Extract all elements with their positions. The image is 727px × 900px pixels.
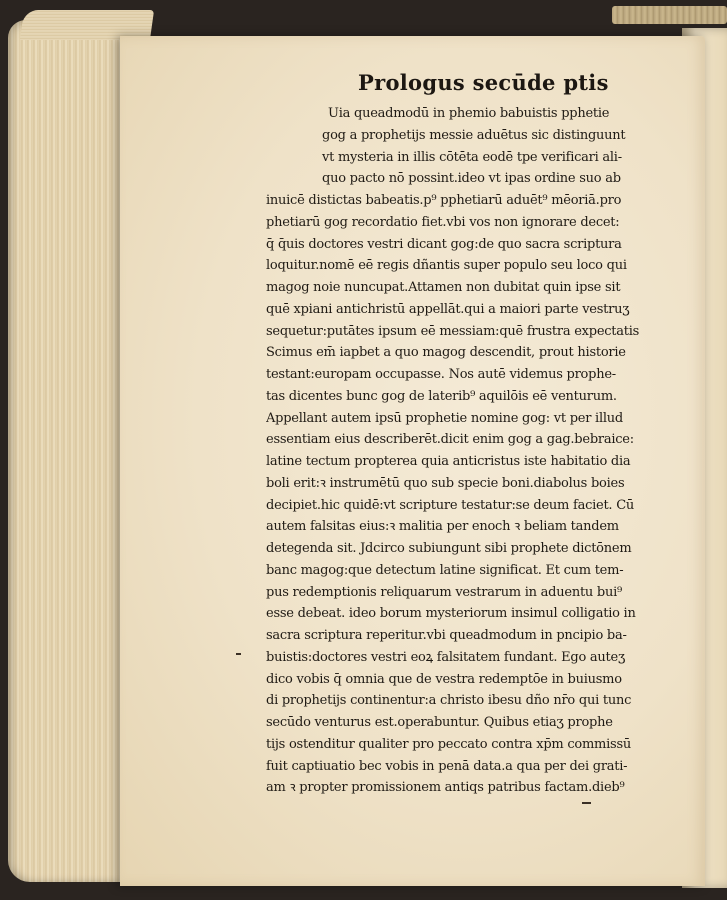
text-line: fuit captiuatio bec vobis in penā data.a qua per dei grati- — [266, 758, 628, 774]
text-line: testant:europam occupasse. Nos autē videmus prophe- — [266, 367, 616, 382]
text-line: buistis:doctores vestri eoꝝ falsitatem fundant. Ego auteʒ — [266, 649, 626, 665]
text-line: secūdo venturus est.operabuntur. Quibus etiaʒ prophe — [266, 715, 613, 730]
text-line: loquitur.nomē eē regis dñantis super populo seu loco qui — [266, 258, 627, 274]
page-heading: Prologus secūde ptis — [358, 70, 609, 95]
text-line: boli erit:ꝛ instrumētū quo sub specie boni.diabolus boies — [266, 475, 625, 491]
text-line: banc magog:que detectum latine significat. Et cum tem- — [266, 562, 624, 578]
page-body-text — [266, 103, 658, 799]
text-line: vt mysteria in illis cōtēta eodē tpe verificari ali- — [322, 149, 622, 165]
text-line: inuicē distictas babeatis.p⁹ pphetiarū aduēt⁹ mēoriā.pro — [266, 193, 622, 208]
text-line: latine tectum propterea quia anticristus iste habitatio dia — [266, 454, 631, 469]
text-line: phetiarū gog recordatio fiet.vbi vos non ignorare decet: — [266, 214, 620, 230]
ink-speck — [236, 653, 241, 655]
text-line: Uia queadmodū in phemio babuistis pphetie — [328, 106, 610, 121]
text-line: am ꝛ propter promissionem antiqs patribus factam.dieb⁹ — [266, 780, 625, 796]
text-line: gog a prophetijs messie aduētus sic distinguunt — [322, 127, 626, 143]
text-line: Appellant autem ipsū prophetie nomine gog: vt per illud — [266, 410, 623, 426]
text-line: tas dicentes bunc gog de laterib⁹ aquilōis eē venturum. — [266, 388, 617, 404]
text-line: tijs ostenditur qualiter pro peccato contra xp̄m commissū — [266, 736, 632, 752]
text-line: decipiet.hic quidē:vt scripture testatur:se deum faciet. Cū — [266, 497, 635, 513]
text-line: autem falsitas eius:ꝛ malitia per enoch ꝛ beliam tandem — [266, 519, 619, 535]
text-line: sacra scriptura reperitur.vbi queadmodum in pncipio ba- — [266, 628, 627, 643]
text-line: sequetur:putātes ipsum eē messiam:quē frustra expectatis — [266, 323, 640, 339]
text-line: esse debeat. ideo borum mysteriorum insimul colligatio in — [266, 606, 636, 622]
text-line: dico vobis q̄ omnia que de vestra redemptōe in buiusmo — [266, 671, 622, 687]
text-line: detegenda sit. Jdcirco subiungunt sibi prophete dictōnem — [266, 541, 632, 556]
text-line: quē xpiani antichristū appellāt.qui a maiori parte vestruʒ — [266, 301, 630, 317]
ink-speck — [582, 802, 591, 804]
binding-strip — [612, 6, 727, 24]
text-line: di prophetijs continentur:a christo ibesu dño nr̄o qui tunc — [266, 693, 632, 709]
text-line: essentiam eius describerēt.dicit enim gog a gag.bebraice: — [266, 432, 634, 448]
page-stack-edge — [8, 20, 138, 882]
text-line: quo pacto nō possint.ideo vt ipas ordine suo ab — [322, 171, 621, 187]
text-line: q̄ q̄uis doctores vestri dicant gog:de quo sacra scriptura — [266, 236, 622, 252]
text-line: Scimus em̄ iapbet a quo magog descendit, prout historie — [266, 345, 626, 361]
text-line: pus redemptionis reliquarum vestrarum in aduentu bui⁹ — [266, 584, 622, 600]
text-line: magog noie nuncupat.Attamen non dubitat quin ipse sit — [266, 280, 621, 295]
